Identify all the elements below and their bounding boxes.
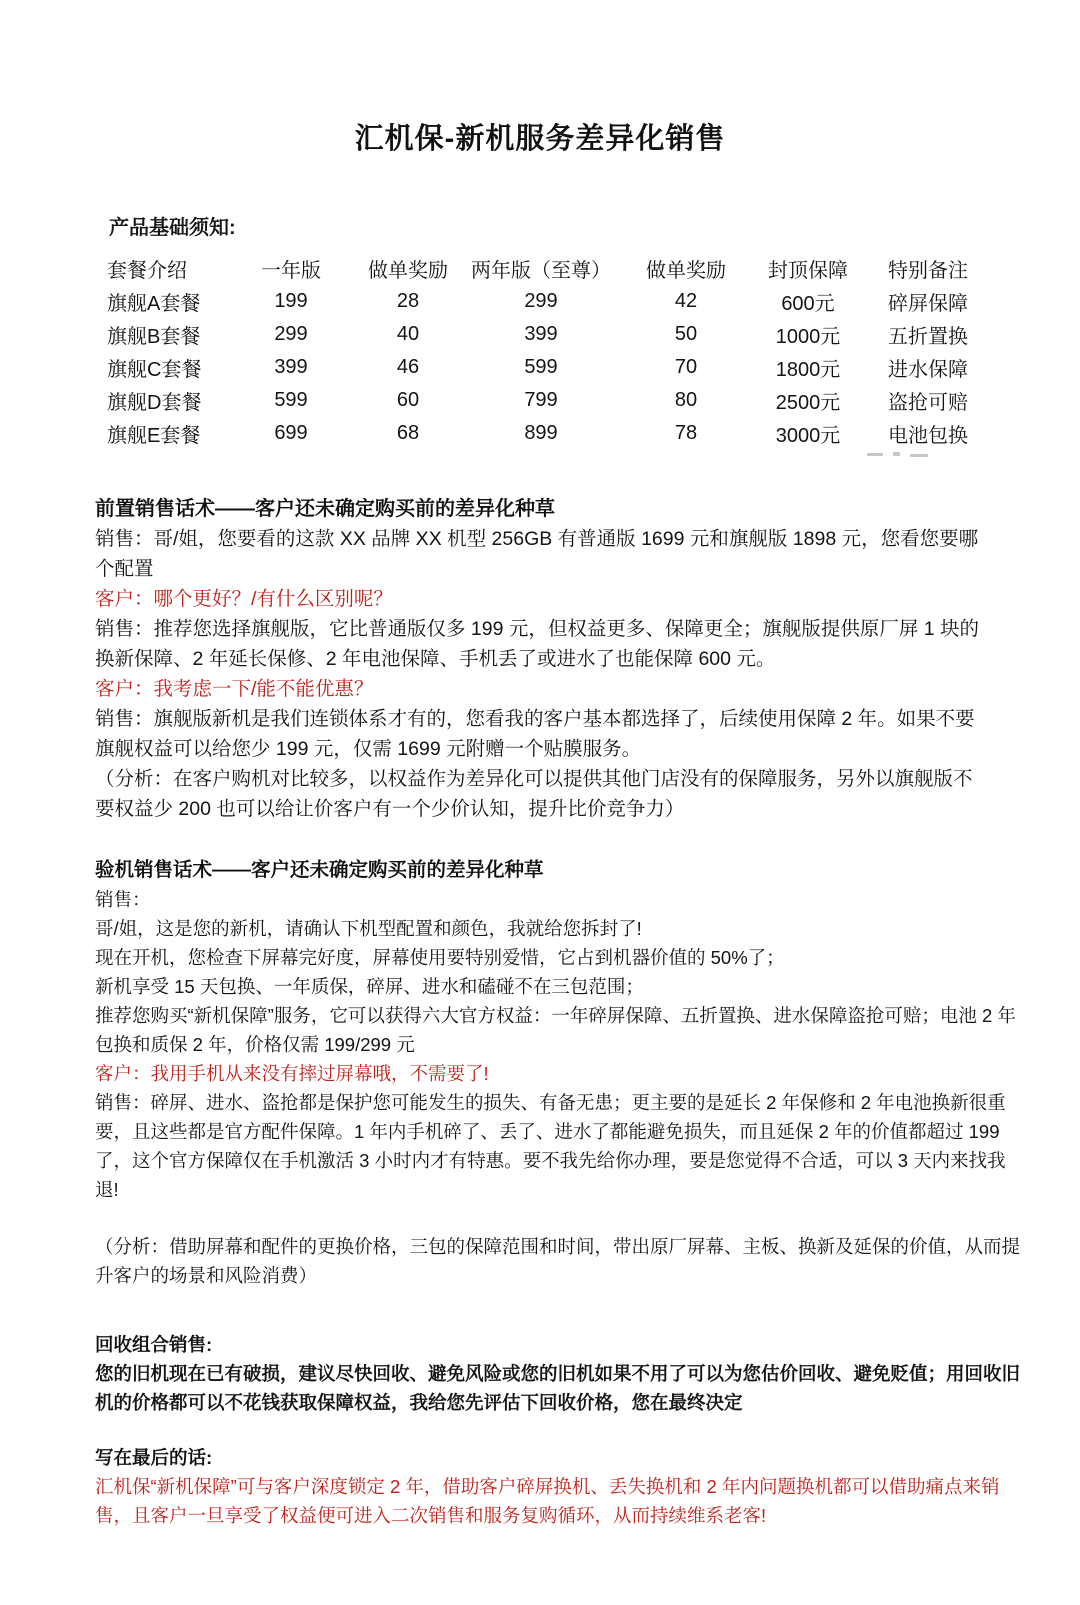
table-cell: 旗舰B套餐 — [107, 326, 201, 348]
table-cell: 599 — [524, 356, 558, 378]
sales-line: 销售：旗舰版新机是我们连锁体系才有的，您看我的客户基本都选择了，后续使用保障 2 年。如果不要旗舰权益可以给您少 199 元，仅需 1699 元附赠一个贴膜服务。 — [95, 708, 975, 760]
sales-line: 销售：哥/姐，您要看的这款 XX 品牌 XX 机型 256GB 有普通版 1699 元和旗舰版 1898 元，您看您要哪个配置 — [95, 528, 979, 580]
clipped-row-remnant — [867, 452, 1025, 458]
table-row — [101, 351, 1025, 384]
table-cell: 1800元 — [775, 359, 841, 381]
table-header-cell: 做单奖励 — [368, 260, 448, 282]
table-cell: 2500元 — [775, 392, 841, 414]
table-cell: 68 — [396, 422, 420, 444]
table-header-cell: 封顶保障 — [768, 260, 848, 282]
table-cell: 299 — [274, 323, 308, 345]
table-cell: 旗舰D套餐 — [107, 392, 202, 414]
table-cell: 199 — [274, 290, 308, 312]
sales-line: 哥/姐，这是您的新机，请确认下机型配置和颜色，我就给您拆封了! — [95, 918, 642, 939]
table-row — [101, 384, 1025, 417]
sales-line: 销售：碎屏、进水、盗抢都是保护您可能发生的损失、有备无患；更主要的是延长 2 年保修和 2 年电池换新很重要，且这些都是官方配件保障。1 年内手机碎了、丢了、进水了都能避免损失，而且延保 2 年的价值都超过 199 了，这个官方保障仅在手机激活 3 小时内才有特惠。要不我先给你办理，要是您觉得不合适，可以 3 天内来找我退! — [95, 1092, 1006, 1200]
customer-line: 客户：我用手机从来没有摔过屏幕哦，不需要了! — [95, 1063, 489, 1084]
table-row — [101, 417, 1025, 450]
sales-line: 推荐您购买“新机保障”服务，它可以获得六大官方权益：一年碎屏保障、五折置换、进水保障盗抢可赔；电池 2 年包换和质保 2 年，价格仅需 199/299 元 — [95, 1005, 1016, 1055]
product-table — [101, 252, 1025, 450]
table-cell: 78 — [674, 422, 698, 444]
table-cell: 70 — [674, 356, 698, 378]
table-cell: 3000元 — [775, 425, 841, 447]
table-cell: 28 — [396, 290, 420, 312]
table-cell: 1000元 — [775, 326, 841, 348]
sales-line: 新机享受 15 天包换、一年质保，碎屏、进水和磕碰不在三包范围； — [95, 976, 644, 997]
table-cell: 旗舰E套餐 — [107, 425, 201, 447]
sales-line: 销售： — [95, 889, 151, 910]
table-cell: 盗抢可赔 — [888, 392, 968, 414]
table-cell: 46 — [396, 356, 420, 378]
analysis-note: （分析：在客户购机对比较多，以权益作为差异化可以提供其他门店没有的保障服务，另外以旗舰版不要权益少 200 也可以给让价客户有一个少价认知，提升比价竞争力） — [95, 768, 973, 820]
recycle-body: 您的旧机现在已有破损，建议尽快回收、避免风险或您的旧机如果不用了可以为您估价回收、避免贬值；用回收旧机的价格都可以不花钱获取保障权益，我给您先评估下回收价格，您在最终决定 — [95, 1363, 1021, 1413]
section-heading: 写在最后的话: — [95, 1447, 213, 1468]
table-cell: 799 — [524, 389, 558, 411]
table-cell: 旗舰A套餐 — [107, 293, 201, 315]
table-cell: 399 — [274, 356, 308, 378]
final-note-section — [95, 1443, 1023, 1530]
page-title: 汇机保-新机服务差异化销售 — [354, 123, 726, 155]
table-cell: 80 — [674, 389, 698, 411]
recycle-section — [95, 1330, 1023, 1417]
table-cell: 60 — [396, 389, 420, 411]
table-header-cell: 一年版 — [261, 260, 321, 282]
table-header-cell: 套餐介绍 — [107, 260, 187, 282]
table-header-row — [101, 252, 1025, 285]
table-cell: 进水保障 — [888, 359, 968, 381]
table-cell: 旗舰C套餐 — [107, 359, 202, 381]
presale-dialog-section — [95, 494, 991, 824]
table-cell: 599 — [274, 389, 308, 411]
table-cell: 40 — [396, 323, 420, 345]
table-header-cell: 特别备注 — [888, 260, 968, 282]
sales-line: 现在开机，您检查下屏幕完好度，屏幕使用要特别爱惜，它占到机器价值的 50%了； — [95, 947, 785, 968]
section-heading: 验机销售话术——客户还未确定购买前的差异化种草 — [95, 859, 544, 881]
table-section-title: 产品基础须知: — [109, 217, 236, 239]
analysis-note: （分析：借助屏幕和配件的更换价格，三包的保障范围和时间，带出原厂屏幕、主板、换新及延保的价值，从而提升客户的场景和风险消费） — [95, 1236, 1021, 1286]
table-cell: 299 — [524, 290, 558, 312]
final-note-body: 汇机保“新机保障”可与客户深度锁定 2 年，借助客户碎屏换机、丢失换机和 2 年内问题换机都可以借助痛点来销售，且客户一旦享受了权益便可进入二次销售和服务复购循环，从而持续维系老客! — [95, 1476, 1000, 1526]
table-cell: 600元 — [781, 293, 835, 315]
table-cell: 42 — [674, 290, 698, 312]
table-cell: 899 — [524, 422, 558, 444]
table-cell: 50 — [674, 323, 698, 345]
customer-line: 客户：我考虑一下/能不能优惠？ — [95, 678, 374, 700]
table-cell: 碎屏保障 — [888, 293, 968, 315]
section-heading: 回收组合销售: — [95, 1334, 213, 1355]
table-header-cell: 两年版（至尊） — [471, 260, 611, 282]
section-heading: 前置销售话术——客户还未确定购买前的差异化种草 — [95, 498, 555, 520]
table-cell: 电池包换 — [888, 425, 968, 447]
table-row — [101, 285, 1025, 318]
table-cell: 399 — [524, 323, 558, 345]
inspection-dialog-section — [95, 856, 1023, 1290]
sales-line: 销售：推荐您选择旗舰版，它比普通版仅多 199 元，但权益更多、保障更全；旗舰版提供原厂屏 1 块的换新保障、2 年延长保修、2 年电池保障、手机丢了或进水了也能保障 600 元。 — [95, 618, 980, 670]
table-cell: 五折置换 — [888, 326, 968, 348]
table-row — [101, 318, 1025, 351]
customer-line: 客户：哪个更好？/有什么区别呢？ — [95, 588, 393, 610]
table-cell: 699 — [274, 422, 308, 444]
table-header-cell: 做单奖励 — [646, 260, 726, 282]
